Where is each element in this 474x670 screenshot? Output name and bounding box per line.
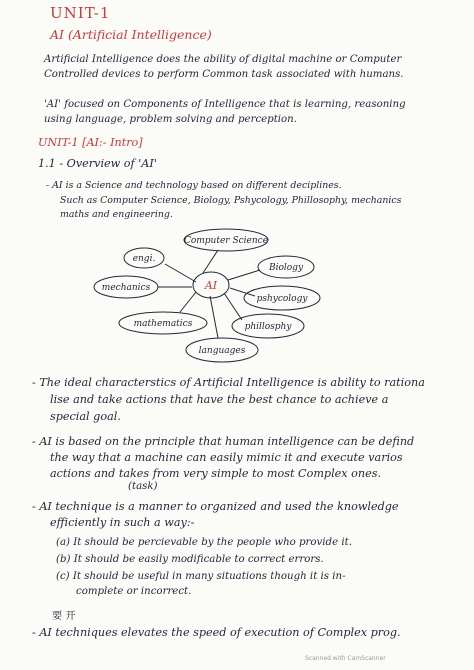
definition-line-2: Such as Computer Science, Biology, Pshycology, Phillosophy, mechanics bbox=[60, 195, 402, 206]
definition-line-3: maths and engineering. bbox=[60, 209, 173, 220]
node-pshycology: pshycology bbox=[256, 294, 308, 304]
node-phillosphy: phillosphy bbox=[244, 322, 292, 332]
principle-line-2: the way that a machine can easily mimic it and execute varios bbox=[50, 451, 403, 464]
node-biology: Biology bbox=[268, 263, 304, 273]
technique-item-b: (b) It should be easily modificable to correct errors. bbox=[56, 554, 324, 565]
last-line: - AI techniques elevates the speed of execution of Complex prog. bbox=[32, 626, 401, 639]
principle-line-3: actions and takes from very simple to most Complex ones. bbox=[50, 467, 382, 480]
spoke-computer-science bbox=[203, 250, 218, 273]
center-node-label: AI bbox=[204, 279, 218, 292]
section-heading: UNIT-1 [AI:- Intro] bbox=[38, 136, 143, 149]
unit-title: UNIT-1 bbox=[50, 4, 111, 22]
spoke-phillosphy bbox=[224, 293, 242, 320]
intro-line-1: Artificial Intelligence does the ability of digital machine or Computer bbox=[44, 54, 402, 65]
spoke-biology bbox=[228, 270, 260, 280]
ideal-line-2: lise and take actions that have the best chance to achieve a bbox=[50, 393, 389, 406]
technique-item-a: (a) It should be percievable by the people who provide it. bbox=[56, 537, 352, 548]
intro-line-4: using language, problem solving and perception. bbox=[44, 114, 297, 125]
intro-line-2: Controlled devices to perform Common task associated with humans. bbox=[44, 69, 404, 80]
spoke-pshycology bbox=[230, 288, 255, 296]
node-languages: languages bbox=[198, 346, 246, 356]
technique-item-c-cont: complete or incorrect. bbox=[76, 586, 192, 597]
scribble-mark: 要 开 bbox=[52, 611, 76, 622]
technique-item-c: (c) It should be useful in many situations though it is in- bbox=[56, 571, 346, 582]
spoke-engi bbox=[165, 264, 196, 282]
node-mathematics: mathematics bbox=[133, 319, 193, 329]
ideal-line-3: special goal. bbox=[50, 410, 121, 423]
node-engi: engi. bbox=[132, 254, 156, 264]
principle-note: (task) bbox=[128, 481, 158, 492]
node-mechanics: mechanics bbox=[101, 283, 151, 293]
technique-line-1: - AI technique is a manner to organized and used the knowledge bbox=[32, 500, 399, 513]
scanner-watermark: Scanned with CamScanner bbox=[305, 655, 386, 662]
section-subheading: 1.1 - Overview of 'AI' bbox=[38, 157, 157, 170]
definition-line-1: - AI is a Science and technology based on different deciplines. bbox=[46, 180, 342, 191]
spoke-languages bbox=[210, 296, 218, 338]
principle-line-1: - AI is based on the principle that human intelligence can be defind bbox=[32, 435, 415, 448]
ideal-line-1: - The ideal characterstics of Artificial Intelligence is ability to rationa bbox=[32, 376, 425, 389]
intro-line-3: 'AI' focused on Components of Intelligence that is learning, reasoning bbox=[44, 99, 406, 110]
node-computer-science: Computer Science bbox=[183, 236, 269, 246]
spoke-mathematics bbox=[180, 292, 196, 312]
technique-line-2: efficiently in such a way:- bbox=[50, 516, 195, 529]
subject-title: AI (Artificial Intelligence) bbox=[50, 27, 212, 42]
